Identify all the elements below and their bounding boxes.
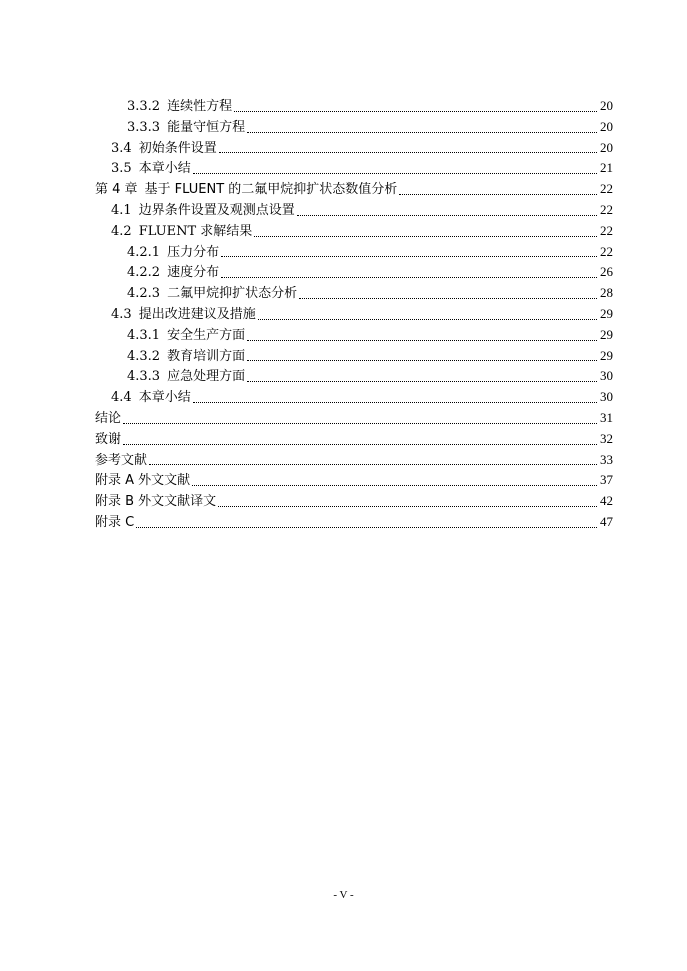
toc-entry-title: 本章小结 [138,161,191,177]
toc-entry[interactable] [95,96,613,117]
toc-dot-leader [299,298,597,299]
toc-entry-page: 29 [600,305,613,321]
toc-entry-page: 31 [600,409,613,425]
toc-entry-title: 提出改进建议及措施 [138,306,256,322]
page-number: - V - [333,889,354,901]
toc-entry[interactable] [95,221,613,242]
toc-dot-leader [254,236,597,237]
toc-entry-page: 32 [600,430,613,446]
toc-entry-title: 连续性方程 [167,99,233,114]
toc-entry-page: 20 [600,118,613,134]
toc-entry-number: 3.5 [111,161,132,177]
toc-entry-title: 应急处理方面 [167,369,246,385]
toc-entry-title: 结论 [95,410,122,426]
toc-entry-number: 4.2 [111,223,132,239]
toc-entry[interactable] [95,470,613,491]
toc-dot-leader [136,527,597,528]
toc-entry-number: 3.4 [111,140,132,156]
toc-entry-page: 29 [600,347,613,363]
toc-entry-number: 4.3.2 [127,348,161,364]
toc-entry-page: 22 [600,181,613,197]
toc-entry[interactable] [95,158,613,179]
toc-entry-title: 教育培训方面 [167,348,246,364]
toc-entry-title: FLUENT 求解结果 [138,223,253,239]
toc-entry-page: 20 [600,98,613,113]
toc-entry-number: 4.2.2 [127,265,161,281]
toc-entry-number: 4.3.3 [127,369,161,385]
toc-entry-page: 30 [600,368,613,384]
toc-entry[interactable] [95,242,613,263]
toc-entry[interactable] [95,283,613,304]
toc-entry-number: 第 4 章 [95,182,138,198]
toc-entry-page: 22 [600,222,613,238]
toc-entry[interactable] [95,262,613,283]
toc-entry-page: 29 [600,326,613,342]
toc-dot-leader [219,152,597,153]
toc-entry-number: 4.3 [111,306,132,322]
toc-entry-page: 22 [600,201,613,217]
toc-entry[interactable] [95,200,613,221]
toc-dot-leader [399,194,597,195]
toc-entry[interactable] [95,450,613,471]
toc-entry-title: 二氟甲烷抑扩状态分析 [167,286,298,302]
toc-entry[interactable] [95,346,613,367]
toc-entry-page: 21 [600,160,613,176]
toc-entry-title: 速度分布 [167,265,220,281]
toc-entry-page: 20 [600,139,613,155]
toc-entry[interactable] [95,387,613,408]
toc-dot-leader [193,173,597,174]
toc-entry-page: 37 [600,472,613,488]
toc-dot-leader [218,506,597,507]
toc-entry-page: 42 [600,493,613,509]
toc-entry[interactable] [95,325,613,346]
toc-dot-leader [149,464,597,465]
toc-entry-title: 本章小结 [138,390,191,406]
toc-entry-page: 30 [600,389,613,405]
toc-entry-title: 参考文献 [95,452,148,468]
toc-dot-leader [247,132,597,133]
toc-dot-leader [258,319,597,320]
toc-entry-title: 附录 A 外文文献 [95,473,191,489]
toc-entry-number: 4.1 [111,202,132,218]
toc-dot-leader [234,111,597,112]
toc-entry[interactable] [95,304,613,325]
toc-dot-leader [123,444,597,445]
toc-dot-leader [193,402,597,403]
toc-dot-leader [247,381,597,382]
page-footer [0,889,687,901]
toc-entry-title: 安全生产方面 [167,327,246,343]
toc-entry-number: 3.3.3 [127,119,161,135]
toc-entry[interactable] [95,179,613,200]
toc-entry-page: 33 [600,451,613,467]
toc-dot-leader [123,423,597,424]
toc-entry[interactable] [95,366,613,387]
toc-dot-leader [221,277,597,278]
toc-dot-leader [297,215,597,216]
toc-entry[interactable] [95,512,613,533]
toc-entry[interactable] [95,491,613,512]
toc-entry-page: 47 [600,513,613,529]
toc-dot-leader [192,485,597,486]
toc-entry[interactable] [95,138,613,159]
toc-entry-page: 26 [600,264,613,280]
toc-entry-number: 4.4 [111,390,132,406]
toc-entry-title: 致谢 [95,431,122,447]
toc-entry-page: 22 [600,243,613,259]
toc-entry-title: 边界条件设置及观测点设置 [138,202,295,218]
toc-entry-number: 4.3.1 [127,327,161,343]
toc-entry-number: 4.2.1 [127,244,161,260]
toc-entry-title: 基于 FLUENT 的二氟甲烷抑扩状态数值分析 [144,182,398,198]
toc-entry-title: 初始条件设置 [138,140,217,156]
toc-entry[interactable] [95,408,613,429]
toc-dot-leader [247,360,597,361]
toc-entry-title: 附录 C [95,514,135,530]
toc-entry-number: 4.2.3 [127,286,161,302]
toc-entry-title: 能量守恒方程 [167,119,246,135]
toc-entry-number: 3.3.2 [127,99,161,114]
toc-entry-page: 28 [600,285,613,301]
toc-entry[interactable] [95,429,613,450]
toc-dot-leader [247,340,597,341]
toc-entry-title: 压力分布 [167,244,220,260]
toc-entry[interactable] [95,117,613,138]
table-of-contents [95,96,613,533]
toc-dot-leader [221,256,597,257]
toc-entry-title: 附录 B 外文文献译文 [95,494,217,510]
